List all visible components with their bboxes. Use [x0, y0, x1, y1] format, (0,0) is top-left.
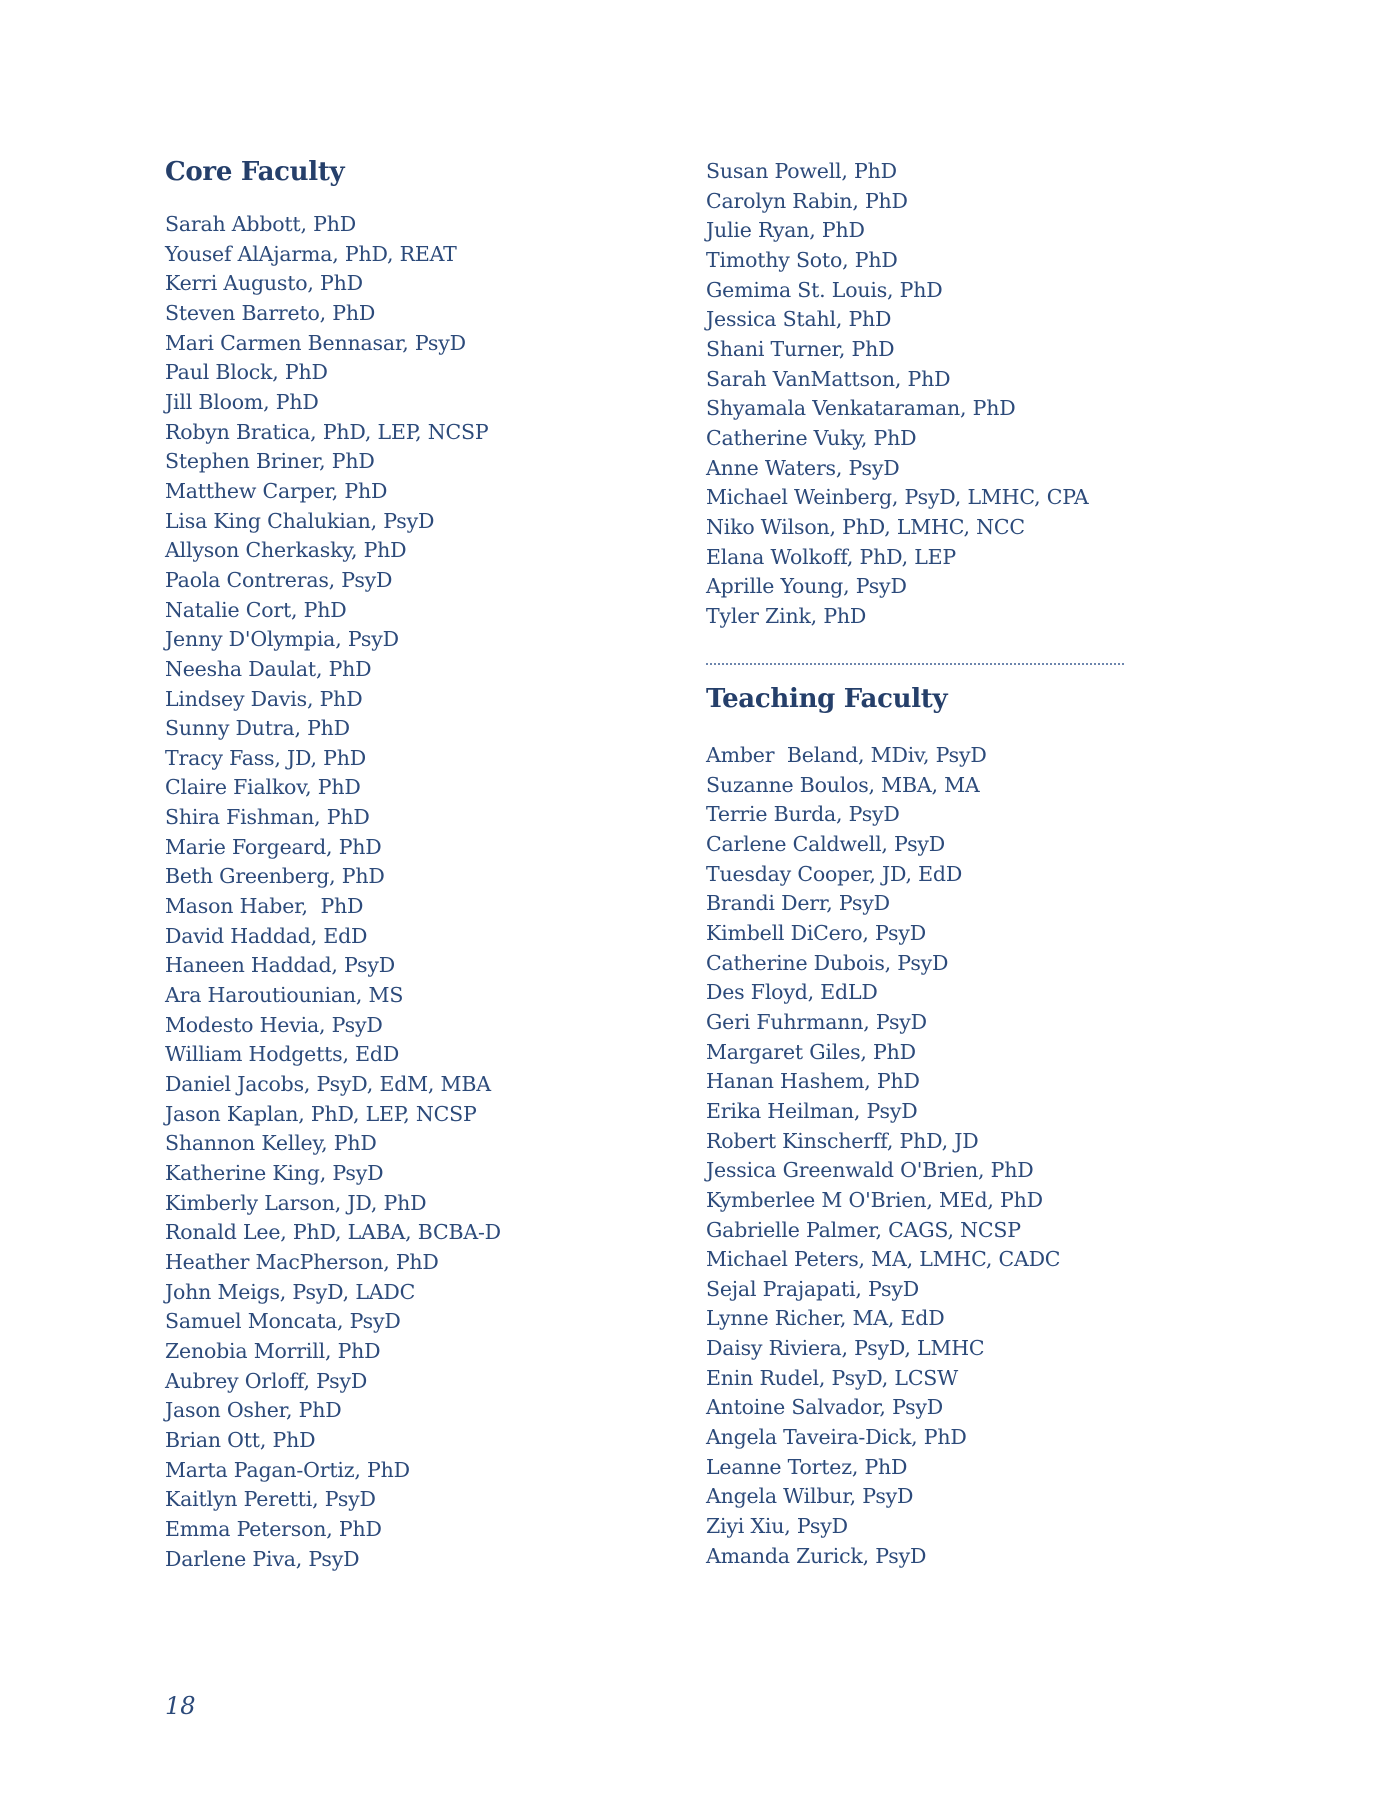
- core-faculty-name: Paola Contreras, PsyD: [165, 567, 393, 592]
- core-faculty-name: Gemima St. Louis, PhD: [706, 277, 943, 302]
- teaching-faculty-name: Kymberlee M O'Brien, MEd, PhD: [706, 1187, 1043, 1212]
- core-faculty-name: Lisa King Chalukian, PsyD: [165, 508, 435, 533]
- teaching-faculty-name: Angela Taveira-Dick, PhD: [706, 1425, 967, 1450]
- core-faculty-name: Natalie Cort, PhD: [165, 597, 347, 622]
- core-faculty-name: Catherine Vuky, PhD: [706, 425, 917, 450]
- core-faculty-name: Sarah VanMattson, PhD: [706, 366, 951, 391]
- core-faculty-name: Steven Barreto, PhD: [165, 300, 376, 325]
- core-faculty-name: Mason Haber, PhD: [165, 894, 364, 919]
- teaching-faculty-name: Antoine Salvador, PsyD: [706, 1395, 944, 1420]
- core-faculty-name: Stephen Briner, PhD: [165, 449, 375, 474]
- core-faculty-name: Daniel Jacobs, PsyD, EdM, MBA: [165, 1072, 491, 1097]
- teaching-faculty-name: Hanan Hashem, PhD: [706, 1069, 920, 1094]
- core-faculty-name: Darlene Piva, PsyD: [165, 1546, 360, 1571]
- teaching-faculty-name: Amanda Zurick, PsyD: [706, 1543, 927, 1568]
- core-faculty-heading: Core Faculty: [165, 157, 345, 187]
- core-faculty-name: Jill Bloom, PhD: [165, 389, 319, 414]
- core-faculty-name: Timothy Soto, PhD: [706, 247, 898, 272]
- core-faculty-name: Sunny Dutra, PhD: [165, 716, 350, 741]
- core-faculty-name: Tyler Zink, PhD: [706, 603, 867, 628]
- section-divider: [706, 663, 1124, 665]
- teaching-faculty-name: Amber Beland, MDiv, PsyD: [706, 743, 987, 767]
- teaching-faculty-name: Lynne Richer, MA, EdD: [706, 1306, 945, 1331]
- core-faculty-name: Haneen Haddad, PsyD: [165, 953, 395, 978]
- core-faculty-name: Jessica Stahl, PhD: [706, 307, 892, 332]
- core-faculty-name: Kaitlyn Peretti, PsyD: [165, 1487, 376, 1512]
- teaching-faculty-name: Tuesday Cooper, JD, EdD: [706, 861, 963, 886]
- teaching-faculty-name: Gabrielle Palmer, CAGS, NCSP: [706, 1217, 1021, 1242]
- core-faculty-name: Neesha Daulat, PhD: [165, 656, 372, 681]
- core-faculty-name: William Hodgetts, EdD: [165, 1042, 400, 1067]
- core-faculty-name: Samuel Moncata, PsyD: [165, 1309, 401, 1334]
- core-faculty-name: Kerri Augusto, PhD: [165, 271, 363, 296]
- core-faculty-name: John Meigs, PsyD, LADC: [165, 1279, 416, 1304]
- core-faculty-name: Emma Peterson, PhD: [165, 1516, 382, 1541]
- core-faculty-name: Zenobia Morrill, PhD: [165, 1338, 381, 1363]
- core-faculty-name: Jason Kaplan, PhD, LEP, NCSP: [165, 1101, 477, 1126]
- core-faculty-name: Brian Ott, PhD: [165, 1427, 316, 1452]
- core-faculty-name: Robyn Bratica, PhD, LEP, NCSP: [165, 419, 489, 444]
- teaching-faculty-name: Angela Wilbur, PsyD: [706, 1484, 914, 1509]
- teaching-faculty-name: Geri Fuhrmann, PsyD: [706, 1009, 927, 1034]
- core-faculty-name: Jason Osher, PhD: [165, 1398, 342, 1423]
- core-faculty-name: Heather MacPherson, PhD: [165, 1249, 439, 1274]
- core-faculty-name: Matthew Carper, PhD: [165, 478, 388, 503]
- core-faculty-name: Marie Forgeard, PhD: [165, 834, 382, 859]
- core-faculty-name: Ronald Lee, PhD, LABA, BCBA-D: [165, 1220, 501, 1245]
- teaching-faculty-name: Catherine Dubois, PsyD: [706, 950, 949, 975]
- core-faculty-name: Aprille Young, PsyD: [706, 574, 907, 599]
- core-faculty-list: [165, 210, 501, 1574]
- core-faculty-name: Marta Pagan-Ortiz, PhD: [165, 1457, 410, 1482]
- core-faculty-name: Tracy Fass, JD, PhD: [165, 745, 366, 770]
- core-faculty-continued-list: [706, 157, 1089, 632]
- core-faculty-name: Ara Haroutiounian, MS: [165, 983, 404, 1008]
- core-faculty-name: Julie Ryan, PhD: [706, 218, 865, 243]
- teaching-faculty-name: Ziyi Xiu, PsyD: [706, 1514, 848, 1539]
- core-faculty-name: Michael Weinberg, PsyD, LMHC, CPA: [706, 485, 1089, 510]
- core-faculty-name: Aubrey Orloff, PsyD: [165, 1368, 368, 1393]
- teaching-faculty-name: Margaret Giles, PhD: [706, 1039, 916, 1064]
- core-faculty-name: Shannon Kelley, PhD: [165, 1131, 377, 1156]
- core-faculty-name: Shani Turner, PhD: [706, 336, 895, 361]
- core-faculty-name: Lindsey Davis, PhD: [165, 686, 363, 711]
- core-faculty-name: Elana Wolkoff, PhD, LEP: [706, 544, 957, 569]
- core-faculty-name: Carolyn Rabin, PhD: [706, 188, 908, 213]
- teaching-faculty-name: Kimbell DiCero, PsyD: [706, 920, 926, 945]
- core-faculty-name: Paul Block, PhD: [165, 360, 328, 385]
- core-faculty-name: Kimberly Larson, JD, PhD: [165, 1190, 427, 1215]
- core-faculty-name: Allyson Cherkasky, PhD: [165, 538, 407, 563]
- core-faculty-name: Katherine King, PsyD: [165, 1161, 384, 1185]
- core-faculty-name: Shyamala Venkataraman, PhD: [706, 396, 1016, 421]
- core-faculty-name: Niko Wilson, PhD, LMHC, NCC: [706, 514, 1025, 539]
- teaching-faculty-name: Suzanne Boulos, MBA, MA: [706, 772, 980, 797]
- core-faculty-name: Shira Fishman, PhD: [165, 805, 370, 830]
- page-number: 18: [165, 1692, 196, 1720]
- core-faculty-name: Jenny D'Olympia, PsyD: [165, 627, 399, 652]
- teaching-faculty-name: Robert Kinscherff, PhD, JD: [706, 1128, 979, 1153]
- teaching-faculty-name: Carlene Caldwell, PsyD: [706, 831, 946, 856]
- core-faculty-name: Susan Powell, PhD: [706, 159, 897, 183]
- teaching-faculty-name: Erika Heilman, PsyD: [706, 1098, 918, 1123]
- core-faculty-name: Anne Waters, PsyD: [706, 455, 900, 480]
- core-faculty-name: Beth Greenberg, PhD: [165, 864, 385, 889]
- core-faculty-name: Claire Fialkov, PhD: [165, 775, 361, 800]
- teaching-faculty-name: Terrie Burda, PsyD: [706, 802, 900, 827]
- core-faculty-name: David Haddad, EdD: [165, 923, 368, 948]
- core-faculty-name: Modesto Hevia, PsyD: [165, 1012, 383, 1037]
- teaching-faculty-name: Des Floyd, EdLD: [706, 980, 878, 1005]
- core-faculty-name: Sarah Abbott, PhD: [165, 212, 356, 236]
- teaching-faculty-heading: Teaching Faculty: [706, 684, 948, 714]
- teaching-faculty-name: Leanne Tortez, PhD: [706, 1454, 908, 1479]
- teaching-faculty-name: Sejal Prajapati, PsyD: [706, 1276, 919, 1301]
- teaching-faculty-name: Michael Peters, MA, LMHC, CADC: [706, 1247, 1061, 1272]
- teaching-faculty-name: Brandi Derr, PsyD: [706, 891, 890, 916]
- teaching-faculty-name: Daisy Riviera, PsyD, LMHC: [706, 1336, 985, 1361]
- teaching-faculty-list: [706, 741, 1060, 1571]
- core-faculty-name: Mari Carmen Bennasar, PsyD: [165, 330, 466, 355]
- core-faculty-name: Yousef AlAjarma, PhD, REAT: [165, 241, 457, 266]
- teaching-faculty-name: Jessica Greenwald O'Brien, PhD: [706, 1158, 1034, 1183]
- teaching-faculty-name: Enin Rudel, PsyD, LCSW: [706, 1365, 959, 1390]
